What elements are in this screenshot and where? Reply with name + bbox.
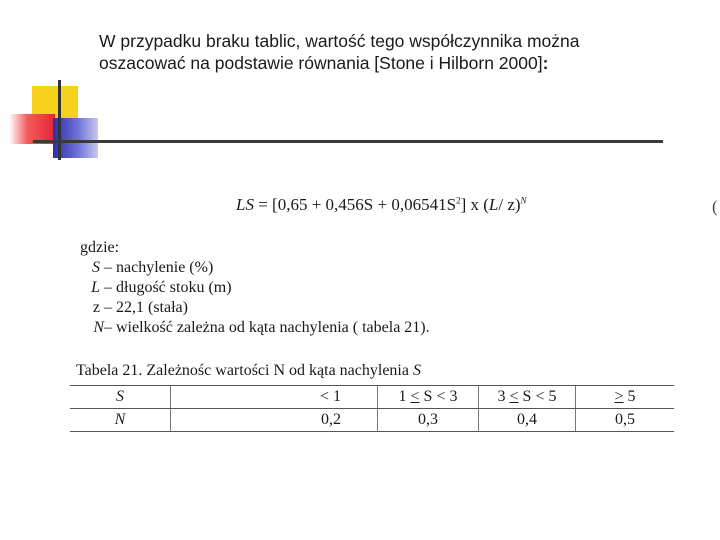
table-21 xyxy=(70,385,674,432)
table-caption-text: Tabela 21. Zależnośc wartości N od kąta nachylenia xyxy=(76,362,413,379)
table-header-label: S xyxy=(70,386,171,409)
symbol-dash: – xyxy=(100,279,112,296)
symbol-dash: – xyxy=(100,299,112,316)
intro-line-1: W przypadku braku tablic, wartość tego współczynnika można xyxy=(99,31,580,51)
cell-part: 5 xyxy=(623,388,636,405)
table-header-row xyxy=(70,386,674,409)
symbol-dash: – xyxy=(104,319,112,336)
definition-symbol xyxy=(80,318,116,338)
formula-body: = [0,65 + 0,456S + 0,06541S xyxy=(253,195,457,214)
cell-part: 1 xyxy=(398,388,411,405)
intro-line-2 xyxy=(99,52,699,74)
intro-line-2-text: oszacować na podstawie równania [Stone i Hilborn 2000] xyxy=(99,53,543,73)
ls-formula xyxy=(236,195,527,215)
cell-part: < xyxy=(410,388,420,405)
definition-text: długość stoku (m) xyxy=(116,279,232,296)
formula-square: 2 xyxy=(456,195,461,206)
table-row xyxy=(70,409,674,432)
equation-number: ( xyxy=(712,197,718,216)
cell-part: < xyxy=(509,388,519,405)
definitions-block xyxy=(80,238,430,338)
table-header-cell xyxy=(576,386,675,409)
cell-part: S < 3 xyxy=(419,388,458,405)
table-caption xyxy=(76,362,421,380)
definition-row xyxy=(80,258,430,278)
table-cell: 0,4 xyxy=(479,409,576,432)
definition-text: nachylenie (%) xyxy=(116,259,214,276)
table-cell: 0,5 xyxy=(576,409,675,432)
decor-vertical-line xyxy=(58,80,61,160)
definition-symbol xyxy=(80,258,116,278)
definition-row xyxy=(80,318,430,338)
decor-horizontal-rule xyxy=(33,140,663,143)
symbol-z: z xyxy=(92,299,100,316)
definition-symbol xyxy=(80,278,116,298)
cell-part: 3 xyxy=(497,388,510,405)
definition-row xyxy=(80,298,430,318)
symbol-dash: – xyxy=(100,259,112,276)
table-cell: 0,3 xyxy=(378,409,479,432)
intro-colon: : xyxy=(542,53,549,73)
formula-l: L xyxy=(488,195,499,214)
definition-symbol xyxy=(80,298,116,318)
formula-slash: / z) xyxy=(498,195,521,214)
table-cell: 0,2 xyxy=(171,409,378,432)
formula-exponent: N xyxy=(520,195,527,206)
definitions-heading: gdzie: xyxy=(80,239,120,256)
intro-text xyxy=(99,30,699,74)
table-header-cell: < 1 xyxy=(171,386,378,409)
definition-row xyxy=(80,278,430,298)
formula-mid: ] x ( xyxy=(460,195,489,214)
symbol-n: N xyxy=(93,319,104,336)
table-header-cell xyxy=(479,386,576,409)
formula-ls: LS xyxy=(236,195,254,214)
table-row-label: N xyxy=(70,409,171,432)
symbol-l: L xyxy=(91,279,100,296)
definition-text: wielkość zależna od kąta nachylenia ( tabela 21). xyxy=(116,319,430,336)
cell-part: S < 5 xyxy=(518,388,557,405)
definition-text: 22,1 (stała) xyxy=(116,299,188,316)
table-header-cell xyxy=(378,386,479,409)
symbol-s: S xyxy=(92,259,100,276)
cell-part: > xyxy=(614,388,624,405)
table-caption-symbol: S xyxy=(412,362,421,379)
